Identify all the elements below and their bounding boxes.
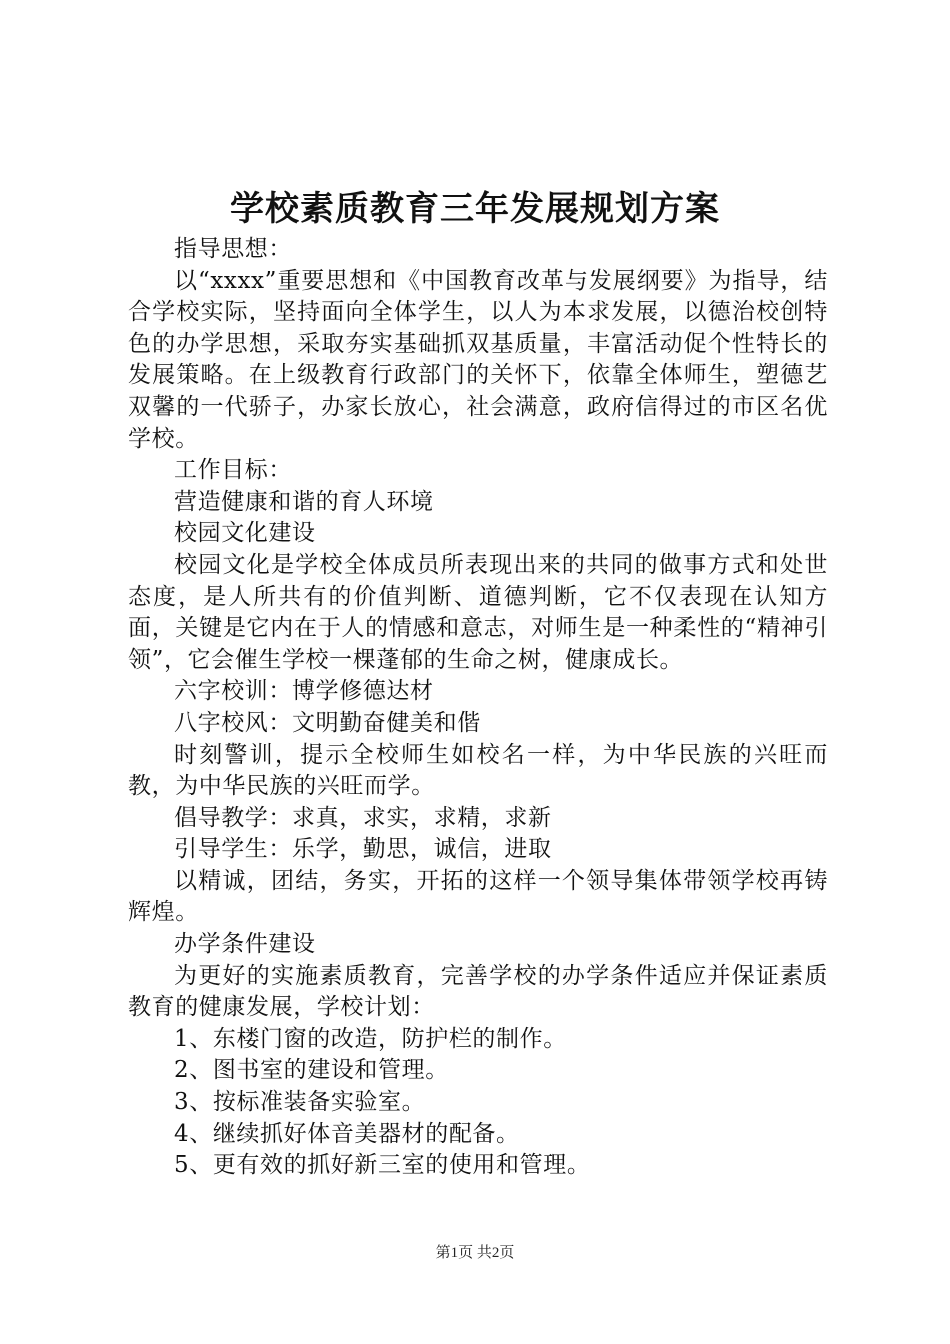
page-footer: 第1页 共2页	[435, 1245, 515, 1261]
paragraph: 倡导教学：求真，求实，求精，求新	[174, 804, 552, 831]
list-item: 5、更有效的抓好新三室的使用和管理。	[174, 1152, 591, 1179]
list-item: 1、东楼门窗的改造，防护栏的制作。	[174, 1025, 567, 1052]
paragraph: 六字校训：博学修德达材	[174, 678, 434, 705]
paragraph: 办学条件建设	[174, 931, 316, 958]
paragraph: 为更好的实施素质教育，完善学校的办学条件适应并保证素质教育的健康发展，学校计划：	[128, 962, 828, 1021]
paragraph: 指导思想：	[174, 236, 292, 262]
list-item: 3、按标准装备实验室。	[174, 1089, 426, 1116]
paragraph: 校园文化是学校全体成员所表现出来的共同的做事方式和处世态度，是人所共有的价值判断、道德判断，它不仅表现在认知方面，关键是它内在于人的情感和意志，对师生是一种柔性的“精神引领”，它会催生学校一棵蓬郁的生命之树，健康成长。	[128, 551, 828, 673]
list-item: 4、继续抓好体音美器材的配备。	[174, 1120, 520, 1147]
list-item: 2、图书室的建设和管理。	[174, 1057, 449, 1084]
paragraph: 时刻警训，提示全校师生如校名一样，为中华民族的兴旺而教，为中华民族的兴旺而学。	[128, 741, 828, 800]
paragraph: 工作目标：	[174, 457, 292, 484]
paragraph: 营造健康和谐的育人环境	[174, 488, 434, 515]
document-body	[128, 234, 828, 1182]
paragraph: 以“xxxx”重要思想和《中国教育改革与发展纲要》为指导，结合学校实际，坚持面向全体学生，以人为本求发展，以德治校创特色的办学思想，采取夯实基础抓双基质量，丰富活动促个性特长的发展策略。在上级教育行政部门的关怀下，依靠全体师生，塑德艺双馨的一代骄子，办家长放心，社会满意，政府信得过的市区名优学校。	[128, 267, 828, 452]
paragraph: 引导学生：乐学，勤思，诚信，进取	[174, 836, 552, 863]
document-title: 学校素质教育三年发展规划方案	[230, 189, 720, 229]
paragraph: 以精诚，团结，务实，开拓的这样一个领导集体带领学校再铸辉煌。	[128, 867, 828, 926]
paragraph: 八字校风：文明勤奋健美和偕	[174, 709, 481, 736]
paragraph: 校园文化建设	[174, 520, 316, 547]
